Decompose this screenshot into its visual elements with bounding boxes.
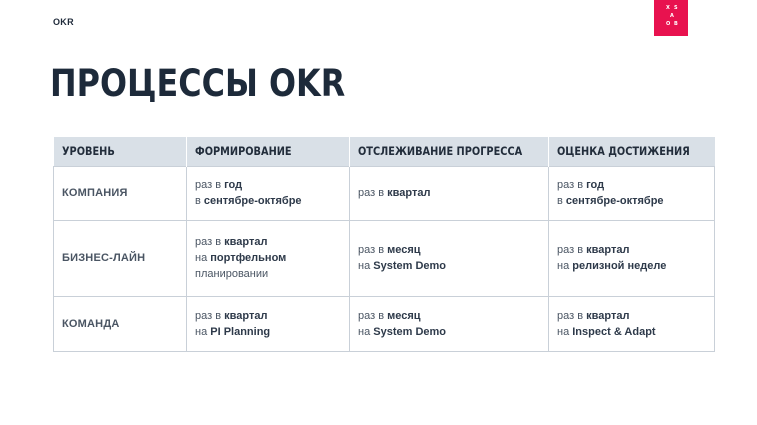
tracking-cell: раз в квартал — [350, 166, 549, 220]
column-header-evaluation: ОЦЕНКА ДОСТИЖЕНИЯ — [549, 137, 715, 166]
tracking-cell: раз в месяц на System Demo — [350, 220, 549, 296]
formation-cell: раз в квартал на портфельном планировании — [187, 220, 350, 296]
column-header-level: УРОВЕНЬ — [54, 137, 187, 166]
level-cell: БИЗНЕС-ЛАЙН — [54, 220, 187, 296]
column-header-tracking: ОТСЛЕЖИВАНИЕ ПРОГРЕССА — [350, 137, 549, 166]
table-row-company — [54, 166, 715, 220]
level-cell: КОМПАНИЯ — [54, 166, 187, 220]
evaluation-cell: раз в квартал на Inspect & Adapt — [549, 296, 715, 351]
logo-letter: S — [674, 5, 678, 11]
logo-letter: A — [670, 13, 674, 19]
brand-logo — [654, 0, 688, 36]
logo-letter: B — [674, 21, 678, 27]
evaluation-cell: раз в квартал на релизной неделе — [549, 220, 715, 296]
page-title: ПРОЦЕССЫ OKR — [50, 62, 346, 105]
table-row-business-line — [54, 220, 715, 296]
table-row-team — [54, 296, 715, 351]
logo-letter: O — [666, 21, 671, 27]
section-label: OKR — [53, 17, 74, 27]
table-header-row — [54, 137, 715, 166]
logo-letter: X — [666, 5, 670, 11]
column-header-formation: ФОРМИРОВАНИЕ — [187, 137, 350, 166]
formation-cell: раз в квартал на PI Planning — [187, 296, 350, 351]
formation-cell: раз в год в сентябре-октябре — [187, 166, 350, 220]
evaluation-cell: раз в год в сентябре-октябре — [549, 166, 715, 220]
okr-process-table — [53, 137, 715, 352]
tracking-cell: раз в месяц на System Demo — [350, 296, 549, 351]
level-cell: КОМАНДА — [54, 296, 187, 351]
